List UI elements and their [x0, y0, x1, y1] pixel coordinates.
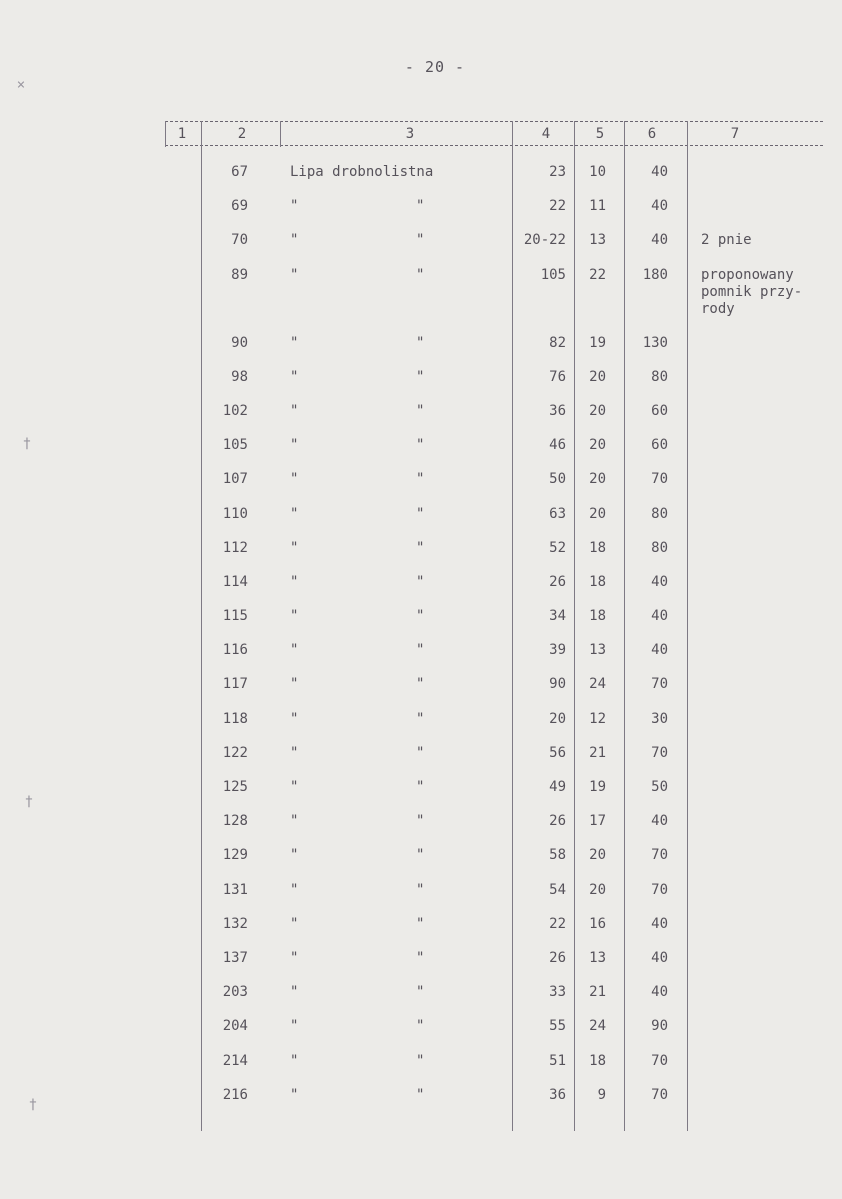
table-row: [0, 365, 842, 399]
punch-mark: †: [24, 794, 34, 810]
table-row: [0, 946, 842, 980]
cell-col-6: 80: [651, 368, 668, 385]
cell-col-6: 130: [642, 334, 668, 351]
cell-species-ditto: ": [416, 437, 425, 454]
cell-species: ": [290, 779, 299, 795]
cell-species: ": [290, 573, 299, 590]
table-row: [0, 399, 842, 433]
cell-nr: 122: [222, 744, 248, 761]
cell-nr: 112: [222, 539, 248, 556]
table-body: [0, 160, 842, 1117]
cell-species: ": [290, 266, 299, 283]
cell-species: ": [290, 471, 299, 488]
cell-nr: 116: [222, 642, 248, 659]
punch-mark: ×: [16, 77, 26, 93]
cell-col-5: 21: [589, 984, 606, 1001]
table-row: [0, 194, 842, 228]
cell-col-4: 23: [549, 164, 566, 180]
cell-col-6: 40: [651, 949, 668, 966]
cell-species-ditto: ": [416, 539, 425, 556]
page-number: - 20 -: [404, 58, 466, 76]
cell-nr: 203: [222, 984, 248, 1001]
table-row: [0, 228, 842, 262]
cell-col-4: 105: [540, 266, 566, 283]
cell-col-4: 51: [549, 1052, 566, 1069]
cell-nr: 214: [222, 1052, 248, 1069]
cell-col-5: 18: [589, 573, 606, 590]
cell-col-4: 36: [549, 1086, 566, 1103]
cell-col-6: 80: [651, 539, 668, 556]
table-row: [0, 1049, 842, 1083]
cell-species-ditto: ": [416, 573, 425, 590]
cell-species: ": [290, 539, 299, 556]
cell-species: ": [290, 813, 299, 830]
cell-col-5: 19: [589, 334, 606, 351]
header-col-2: 2: [237, 126, 247, 142]
table-row: [0, 741, 842, 775]
table-row: [0, 263, 842, 331]
cell-col-4: 52: [549, 539, 566, 556]
cell-species-ditto: ": [416, 881, 425, 898]
cell-col-4: 49: [549, 779, 566, 795]
cell-col-4: 54: [549, 881, 566, 898]
cell-col-6: 70: [651, 1052, 668, 1069]
cell-species-ditto: ": [416, 198, 425, 215]
cell-col-6: 40: [651, 813, 668, 830]
cell-col-6: 180: [642, 266, 668, 283]
header-col-7: 7: [730, 126, 740, 142]
cell-col-5: 20: [589, 847, 606, 864]
cell-col-6: 60: [651, 437, 668, 454]
cell-species: ": [290, 1018, 299, 1035]
cell-species: ": [290, 881, 299, 898]
cell-note: proponowany pomnik przy- rody: [701, 266, 803, 317]
cell-nr: 89: [231, 266, 248, 283]
cell-col-5: 20: [589, 471, 606, 488]
cell-species-ditto: ": [416, 402, 425, 419]
cell-col-5: 20: [589, 402, 606, 419]
table-row: [0, 331, 842, 365]
table-row: [0, 638, 842, 672]
cell-nr: 118: [222, 710, 248, 727]
cell-col-4: 82: [549, 334, 566, 351]
cell-col-5: 9: [597, 1086, 606, 1103]
cell-species-ditto: ": [416, 676, 425, 693]
cell-species-ditto: ": [416, 642, 425, 659]
table-row: [0, 912, 842, 946]
cell-nr: 125: [222, 779, 248, 795]
punch-mark: †: [22, 436, 32, 452]
table-row: [0, 843, 842, 877]
cell-species: ": [290, 710, 299, 727]
cell-species: ": [290, 642, 299, 659]
table-row: [0, 433, 842, 467]
table-row: [0, 604, 842, 638]
cell-species-ditto: ": [416, 744, 425, 761]
cell-col-5: 16: [589, 915, 606, 932]
cell-col-4: 20: [549, 710, 566, 727]
table-row: [0, 1014, 842, 1048]
cell-col-6: 40: [651, 915, 668, 932]
cell-species: ": [290, 505, 299, 522]
cell-nr: 67: [231, 164, 248, 180]
cell-col-4: 34: [549, 608, 566, 625]
cell-col-5: 24: [589, 676, 606, 693]
cell-nr: 137: [222, 949, 248, 966]
cell-species: ": [290, 198, 299, 215]
table-row: [0, 570, 842, 604]
cell-species-ditto: ": [416, 710, 425, 727]
cell-species: ": [290, 334, 299, 351]
cell-nr: 105: [222, 437, 248, 454]
cell-col-6: 40: [651, 232, 668, 249]
cell-col-4: 50: [549, 471, 566, 488]
cell-col-6: 90: [651, 1018, 668, 1035]
cell-col-5: 17: [589, 813, 606, 830]
cell-col-5: 22: [589, 266, 606, 283]
cell-col-4: 39: [549, 642, 566, 659]
cell-col-6: 40: [651, 608, 668, 625]
cell-nr: 117: [222, 676, 248, 693]
cell-col-6: 40: [651, 573, 668, 590]
cell-nr: 70: [231, 232, 248, 249]
cell-col-6: 60: [651, 402, 668, 419]
cell-col-6: 50: [651, 779, 668, 795]
cell-col-5: 13: [589, 642, 606, 659]
cell-species-ditto: ": [416, 471, 425, 488]
header-col-1: 1: [177, 126, 187, 142]
cell-col-4: 55: [549, 1018, 566, 1035]
table-row: [0, 707, 842, 741]
cell-col-4: 26: [549, 949, 566, 966]
header-col-6: 6: [647, 126, 657, 142]
cell-nr: 129: [222, 847, 248, 864]
cell-col-4: 76: [549, 368, 566, 385]
cell-col-6: 70: [651, 847, 668, 864]
cell-species-ditto: ": [416, 847, 425, 864]
table-top-rule: [165, 121, 823, 122]
cell-col-4: 90: [549, 676, 566, 693]
cell-species-ditto: ": [416, 813, 425, 830]
cell-species-ditto: ": [416, 608, 425, 625]
cell-col-4: 20-22: [523, 232, 566, 249]
table-row: [0, 467, 842, 501]
cell-col-6: 80: [651, 505, 668, 522]
cell-nr: 115: [222, 608, 248, 625]
cell-nr: 131: [222, 881, 248, 898]
cell-col-5: 11: [589, 198, 606, 215]
cell-col-5: 13: [589, 232, 606, 249]
cell-col-4: 26: [549, 813, 566, 830]
cell-col-4: 33: [549, 984, 566, 1001]
cell-species: ": [290, 676, 299, 693]
cell-species-ditto: ": [416, 949, 425, 966]
table-row: [0, 536, 842, 570]
table-row: [0, 809, 842, 843]
cell-note: 2 pnie: [701, 232, 752, 249]
cell-col-5: 18: [589, 539, 606, 556]
cell-species-ditto: ": [416, 1052, 425, 1069]
cell-nr: 216: [222, 1086, 248, 1103]
table-row: [0, 775, 842, 809]
cell-species-ditto: ": [416, 232, 425, 249]
table-row: [0, 1083, 842, 1117]
cell-species-ditto: ": [416, 368, 425, 385]
cell-species: ": [290, 915, 299, 932]
cell-col-6: 30: [651, 710, 668, 727]
table-row: [0, 672, 842, 706]
cell-species-ditto: ": [416, 779, 425, 795]
cell-species: ": [290, 402, 299, 419]
cell-species: ": [290, 368, 299, 385]
cell-col-4: 46: [549, 437, 566, 454]
cell-col-6: 70: [651, 1086, 668, 1103]
cell-col-6: 40: [651, 984, 668, 1001]
cell-species-ditto: ": [416, 334, 425, 351]
cell-nr: 114: [222, 573, 248, 590]
cell-species: ": [290, 949, 299, 966]
cell-species: Lipa drobnolistna: [290, 164, 434, 180]
cell-col-5: 18: [589, 1052, 606, 1069]
cell-species: ": [290, 608, 299, 625]
cell-col-4: 22: [549, 915, 566, 932]
cell-col-5: 13: [589, 949, 606, 966]
cell-col-6: 70: [651, 471, 668, 488]
cell-col-5: 10: [589, 164, 606, 180]
table-row: [0, 878, 842, 912]
cell-species-ditto: ": [416, 984, 425, 1001]
cell-nr: 98: [231, 368, 248, 385]
cell-species: ": [290, 984, 299, 1001]
punch-mark: †: [28, 1097, 38, 1113]
cell-col-6: 70: [651, 744, 668, 761]
cell-col-5: 20: [589, 368, 606, 385]
table-row: [0, 980, 842, 1014]
cell-nr: 102: [222, 402, 248, 419]
cell-species-ditto: ": [416, 266, 425, 283]
column-divider: [280, 121, 281, 147]
cell-species-ditto: ": [416, 505, 425, 522]
cell-col-5: 19: [589, 779, 606, 795]
cell-species-ditto: ": [416, 1018, 425, 1035]
cell-col-6: 70: [651, 881, 668, 898]
cell-col-6: 40: [651, 642, 668, 659]
cell-species-ditto: ": [416, 1086, 425, 1103]
cell-col-4: 58: [549, 847, 566, 864]
cell-col-5: 24: [589, 1018, 606, 1035]
cell-nr: 90: [231, 334, 248, 351]
cell-nr: 110: [222, 505, 248, 522]
cell-nr: 69: [231, 198, 248, 215]
cell-col-5: 20: [589, 437, 606, 454]
cell-col-5: 12: [589, 710, 606, 727]
table-row: [0, 160, 842, 194]
cell-species: ": [290, 1052, 299, 1069]
cell-col-4: 22: [549, 198, 566, 215]
header-col-3: 3: [405, 126, 415, 142]
header-col-4: 4: [541, 126, 551, 142]
cell-species: ": [290, 744, 299, 761]
cell-species: ": [290, 437, 299, 454]
cell-col-6: 40: [651, 164, 668, 180]
cell-col-4: 26: [549, 573, 566, 590]
cell-nr: 132: [222, 915, 248, 932]
cell-nr: 204: [222, 1018, 248, 1035]
cell-species: ": [290, 232, 299, 249]
cell-nr: 128: [222, 813, 248, 830]
cell-species-ditto: ": [416, 915, 425, 932]
table-header-rule: [165, 145, 823, 146]
cell-col-4: 63: [549, 505, 566, 522]
cell-col-5: 18: [589, 608, 606, 625]
cell-col-5: 20: [589, 505, 606, 522]
cell-col-6: 70: [651, 676, 668, 693]
cell-species: ": [290, 1086, 299, 1103]
cell-col-6: 40: [651, 198, 668, 215]
cell-col-5: 21: [589, 744, 606, 761]
table-row: [0, 502, 842, 536]
cell-col-5: 20: [589, 881, 606, 898]
cell-col-4: 36: [549, 402, 566, 419]
cell-nr: 107: [222, 471, 248, 488]
cell-species: ": [290, 847, 299, 864]
header-col-5: 5: [595, 126, 605, 142]
cell-col-4: 56: [549, 744, 566, 761]
